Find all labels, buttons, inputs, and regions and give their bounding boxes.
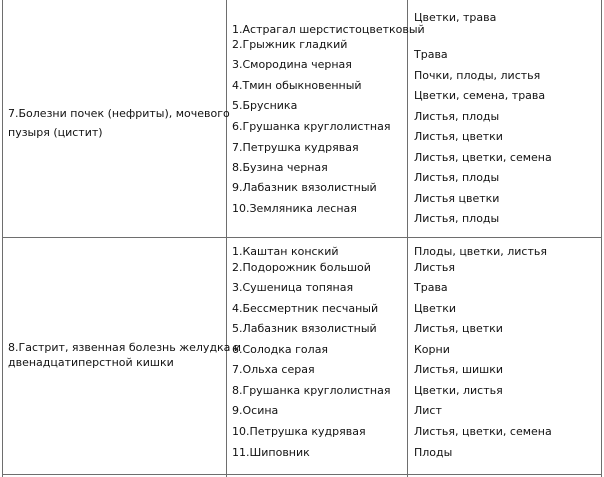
plant-part: Цветки, трава	[414, 11, 497, 24]
plant-part: Трава	[414, 48, 448, 61]
plant-name: 10.Петрушка кудрявая	[232, 425, 366, 438]
plant-part: Листья, плоды	[414, 212, 500, 225]
plant-name: 6.Солодка голая	[232, 343, 329, 356]
plant-part: Листья	[414, 261, 455, 274]
plant-name: 9.Осина	[232, 404, 279, 417]
plant-name: 6.Грушанка круглолистная	[232, 120, 391, 133]
plant-part: Листья, цветки	[414, 322, 503, 335]
plant-name: 4.Тмин обыкновенный	[232, 79, 362, 92]
plant-part: Плоды	[414, 446, 453, 459]
plant-part: Плоды, цветки, листья	[414, 245, 547, 258]
plant-name: 8.Грушанка круглолистная	[232, 384, 391, 397]
plant-part: Листья цветки	[414, 192, 500, 205]
plant-part: Корни	[414, 343, 450, 356]
row-divider-2	[2, 474, 602, 475]
plant-part: Почки, плоды, листья	[414, 69, 541, 82]
table-border-left	[2, 0, 3, 477]
disease-cell-line: двенадцатиперстной кишки	[8, 356, 174, 369]
plant-part: Лист	[414, 404, 442, 417]
plant-name: 3.Сушеница топяная	[232, 281, 354, 294]
plant-part: Листья, шишки	[414, 363, 504, 376]
plant-name: 2.Подорожник большой	[232, 261, 371, 274]
plant-part: Листья, плоды	[414, 110, 500, 123]
row-divider-1	[2, 237, 602, 238]
plant-name: 7.Ольха серая	[232, 363, 315, 376]
plant-name: 5.Лабазник вязолистный	[232, 322, 377, 335]
plant-name: 10.Земляника лесная	[232, 202, 357, 215]
plant-part: Трава	[414, 281, 448, 294]
plant-name: 1.Астрагал шерстистоцветковый	[232, 23, 425, 36]
plant-part: Листья, цветки, семена	[414, 151, 552, 164]
plant-name: 2.Грыжник гладкий	[232, 38, 348, 51]
plant-name: 7.Петрушка кудрявая	[232, 141, 359, 154]
column-divider-1	[226, 0, 227, 477]
plant-name: 9.Лабазник вязолистный	[232, 181, 377, 194]
plant-part: Листья, цветки, семена	[414, 425, 552, 438]
plant-name: 1.Каштан конский	[232, 245, 339, 258]
disease-cell-line: пузыря (цистит)	[8, 126, 103, 139]
disease-cell-line: 7.Болезни почек (нефриты), мочевого	[8, 107, 230, 120]
plant-name: 3.Смородина черная	[232, 58, 352, 71]
table-border-right	[601, 0, 602, 477]
plant-name: 11.Шиповник	[232, 446, 310, 459]
plant-name: 8.Бузина черная	[232, 161, 328, 174]
plant-part: Цветки	[414, 302, 456, 315]
plant-part: Цветки, листья	[414, 384, 503, 397]
column-divider-2	[407, 0, 408, 477]
disease-cell-line: 8.Гастрит, язвенная болезнь желудка и	[8, 341, 242, 354]
plant-name: 4.Бессмертник песчаный	[232, 302, 379, 315]
plant-part: Листья, плоды	[414, 171, 500, 184]
plant-part: Листья, цветки	[414, 130, 503, 143]
plant-part: Цветки, семена, трава	[414, 89, 546, 102]
plant-name: 5.Брусника	[232, 99, 298, 112]
